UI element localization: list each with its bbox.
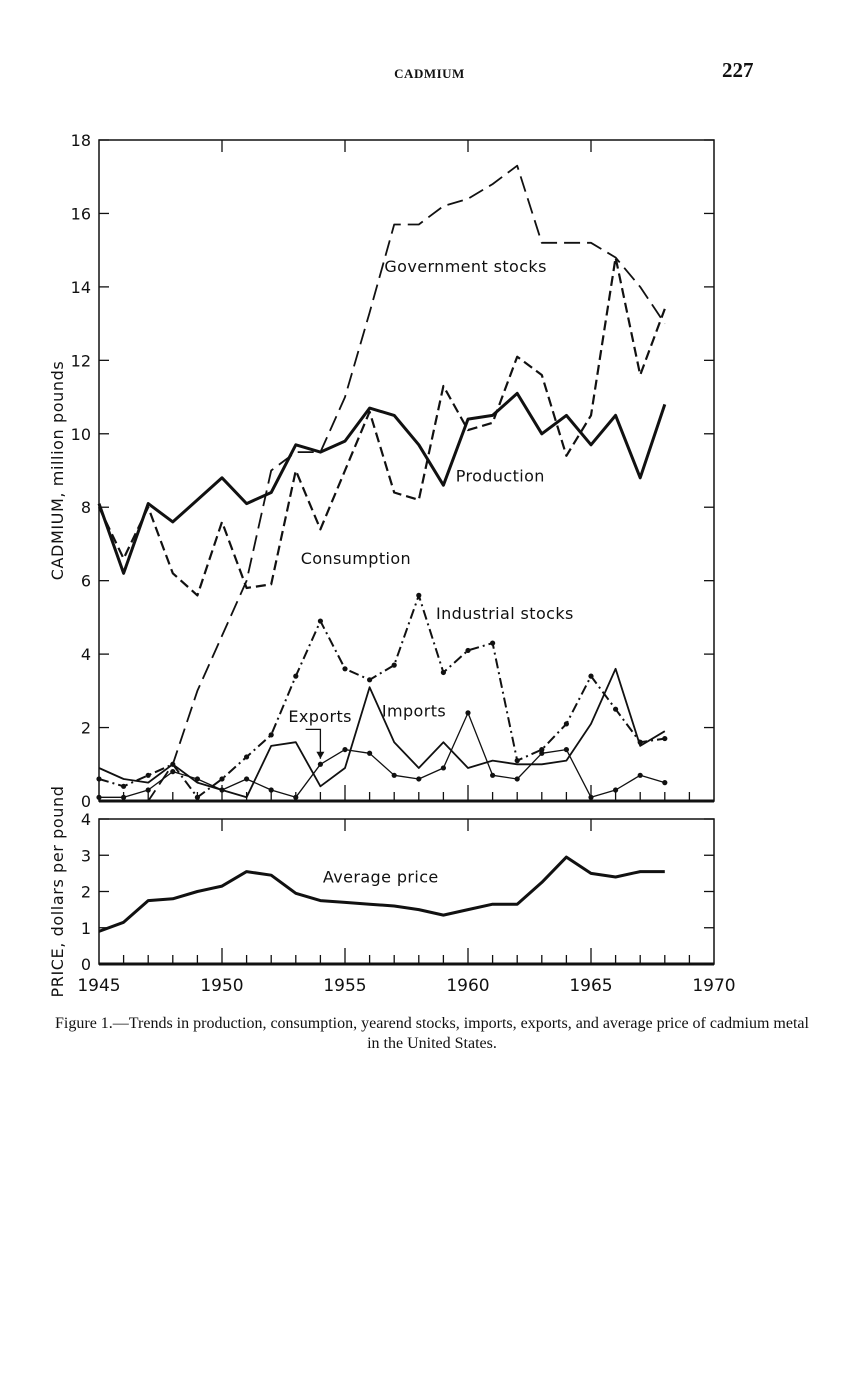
data-point-exports: [613, 787, 618, 792]
series-line-production: [99, 393, 665, 573]
y-tick-label: 18: [70, 131, 91, 150]
data-point-industrial-stocks: [564, 721, 569, 726]
data-point-exports: [219, 787, 224, 792]
y-tick-label: 14: [70, 277, 91, 297]
exports-arrowhead: [316, 752, 324, 759]
x-tick-label: 1970: [692, 976, 736, 996]
data-point-industrial-stocks: [269, 732, 274, 737]
data-point-exports: [170, 769, 175, 774]
data-point-exports: [195, 776, 200, 781]
data-point-exports: [539, 751, 544, 756]
data-point-industrial-stocks: [515, 758, 520, 763]
data-point-exports: [490, 773, 495, 778]
x-tick-label: 1945: [77, 976, 121, 996]
x-tick-label: 1950: [200, 976, 244, 996]
plot-frame: [99, 819, 714, 964]
figure-caption: Figure 1.—Trends in production, consumption, yearend stocks, imports, exports, and average price of cadmium metal in the United States.: [55, 1015, 809, 1052]
data-point-industrial-stocks: [318, 618, 323, 623]
annotation-exports: Exports: [288, 707, 352, 727]
data-point-industrial-stocks: [219, 776, 224, 781]
annotation-consumption: Consumption: [300, 549, 412, 569]
data-point-industrial-stocks: [195, 795, 200, 800]
y-tick-label: 4: [80, 645, 91, 665]
data-point-industrial-stocks: [342, 666, 347, 671]
y-tick-label: 8: [80, 498, 91, 518]
data-point-industrial-stocks: [293, 674, 298, 679]
data-point-exports: [638, 773, 643, 778]
y-axis-label: PRICE, dollars per pound: [48, 785, 67, 998]
y-tick-label: 0: [80, 792, 91, 811]
y-tick-label: 12: [70, 351, 91, 371]
data-point-industrial-stocks: [588, 674, 593, 679]
data-point-industrial-stocks: [96, 776, 101, 781]
data-point-exports: [367, 751, 372, 756]
data-point-industrial-stocks: [367, 677, 372, 682]
data-point-industrial-stocks: [465, 648, 470, 653]
y-tick-label: 4: [80, 810, 91, 829]
y-tick-label: 3: [80, 846, 91, 866]
data-point-exports: [342, 747, 347, 752]
y-tick-label: 2: [80, 718, 91, 738]
y-tick-label: 6: [80, 571, 91, 591]
data-point-exports: [416, 776, 421, 781]
data-point-exports: [515, 776, 520, 781]
annotation-imports: Imports: [381, 701, 447, 721]
series-line-industrial-stocks: [99, 595, 665, 797]
data-point-exports: [269, 787, 274, 792]
y-tick-label: 16: [70, 204, 91, 224]
series-line-consumption: [99, 258, 665, 596]
data-point-exports: [96, 795, 101, 800]
data-point-exports: [318, 762, 323, 767]
price-panel: [48, 785, 736, 997]
data-point-industrial-stocks: [416, 593, 421, 598]
annotation-average-price: Average price: [322, 867, 439, 887]
data-point-industrial-stocks: [490, 640, 495, 645]
annotation-production: Production: [455, 466, 545, 486]
page-number: 227: [722, 58, 754, 82]
data-point-industrial-stocks: [244, 754, 249, 759]
x-tick-label: 1965: [569, 976, 613, 996]
data-point-industrial-stocks: [662, 736, 667, 741]
y-tick-label: 1: [80, 918, 91, 938]
annotation-government-stocks: Government stocks: [384, 257, 547, 277]
data-point-industrial-stocks: [613, 707, 618, 712]
data-point-exports: [121, 795, 126, 800]
x-tick-label: 1960: [446, 976, 490, 996]
data-point-exports: [392, 773, 397, 778]
quantity-panel: [48, 131, 714, 811]
data-point-exports: [146, 787, 151, 792]
annotation-industrial-stocks: Industrial stocks: [436, 604, 574, 624]
y-tick-label: 0: [80, 955, 91, 974]
y-tick-label: 2: [80, 882, 91, 902]
y-axis-label: CADMIUM, million pounds: [48, 360, 67, 581]
data-point-industrial-stocks: [441, 670, 446, 675]
data-point-industrial-stocks: [146, 773, 151, 778]
data-point-exports: [662, 780, 667, 785]
data-point-exports: [564, 747, 569, 752]
data-point-industrial-stocks: [121, 784, 126, 789]
data-point-exports: [465, 710, 470, 715]
data-point-exports: [588, 795, 593, 800]
data-point-industrial-stocks: [392, 663, 397, 668]
data-point-exports: [293, 795, 298, 800]
y-tick-label: 10: [70, 424, 91, 444]
data-point-exports: [441, 765, 446, 770]
x-tick-label: 1955: [323, 976, 367, 996]
running-head: CADMIUM: [394, 66, 465, 81]
series-line-exports: [99, 713, 665, 797]
data-point-exports: [244, 776, 249, 781]
